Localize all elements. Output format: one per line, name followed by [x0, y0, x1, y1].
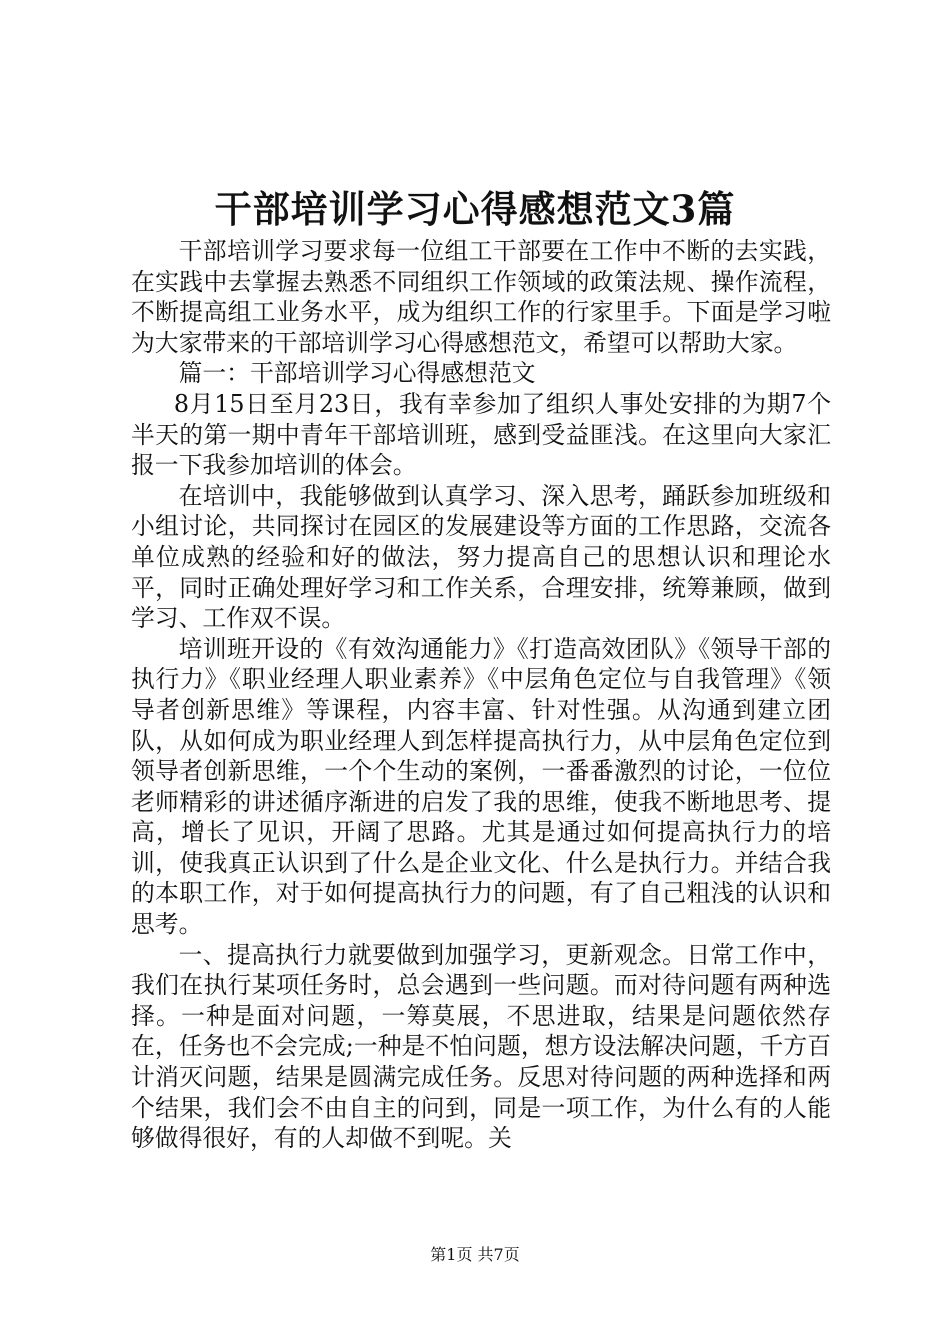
paragraph-intro: 干部培训学习要求每一位组工干部要在工作中不断的去实践，在实践中去掌握去熟悉不同组织工作领域的政策法规、操作流程，不断提高组工业务水平，成为组织工作的行家里手。下面是学习啦为大家带来的干部培训学习心得感想范文，希望可以帮助大家。 — [131, 237, 831, 357]
document-body — [131, 236, 831, 1154]
document-title: 干部培训学习心得感想范文3篇 — [214, 187, 736, 231]
paragraph-section-heading: 篇一：干部培训学习心得感想范文 — [178, 359, 536, 388]
paragraph-study-attitude: 在培训中，我能够做到认真学习、深入思考，踊跃参加班级和小组讨论，共同探讨在园区的发展建设等方面的工作思路，交流各单位成熟的经验和好的做法，努力提高自己的思想认识和理论水平，同时正确处理好学习和工作关系，合理安排，统筹兼顾，做到学习、工作双不误。 — [131, 481, 831, 633]
page-number-footer: 第1页 共7页 — [430, 1245, 520, 1264]
paragraph-training-dates: 8月15日至月23日，我有幸参加了组织人事处安排的为期7个半天的第一期中青年干部培训班，感到受益匪浅。在这里向大家汇报一下我参加培训的体会。 — [131, 389, 831, 480]
paragraph-point-one: 一、提高执行力就要做到加强学习，更新观念。日常工作中，我们在执行某项任务时，总会遇到一些问题。而对待问题有两种选择。一种是面对问题，一筹莫展，不思进取，结果是问题依然存在，任务也不会完成;一种是不怕问题，想方设法解决问题，千方百计消灭问题，结果是圆满完成任务。反思对待问题的两种选择和两个结果，我们会不由自主的问到，同是一项工作，为什么有的人能够做得很好，有的人却做不到呢。关 — [131, 940, 831, 1153]
paragraph-courses: 培训班开设的《有效沟通能力》《打造高效团队》《领导干部的执行力》《职业经理人职业素养》《中层角色定位与自我管理》《领导者创新思维》等课程，内容丰富、针对性强。从沟通到建立团队，从如何成为职业经理人到怎样提高执行力，从中层角色定位到领导者创新思维，一个个生动的案例，一番番激烈的讨论，一位位老师精彩的讲述循序渐进的启发了我的思维，使我不断地思考、提高，增长了见识，开阔了思路。尤其是通过如何提高执行力的培训，使我真正认识到了什么是企业文化、什么是执行力。并结合我的本职工作，对于如何提高执行力的问题，有了自己粗浅的认识和思考。 — [131, 634, 831, 939]
